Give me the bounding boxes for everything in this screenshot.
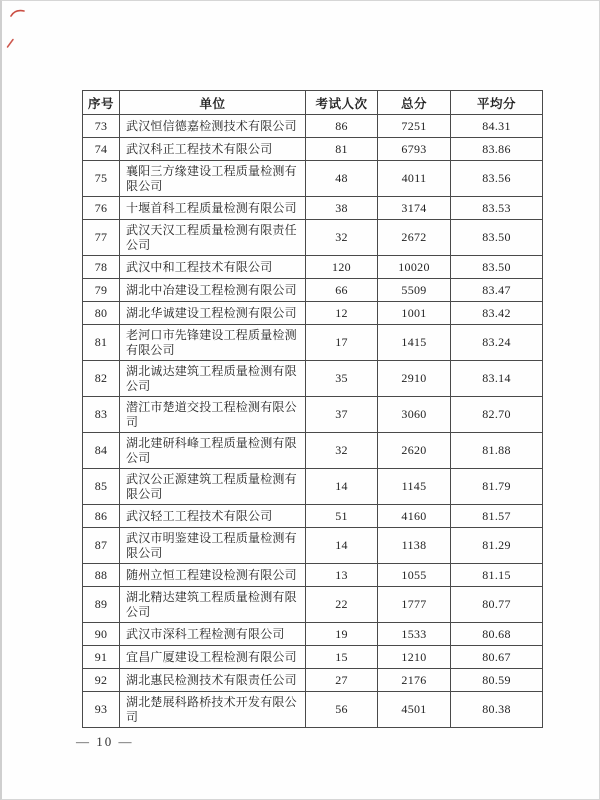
- table-row: [83, 505, 543, 528]
- cell-total-score: 4011: [378, 161, 451, 197]
- table-header-row: [83, 91, 543, 115]
- cell-total-score: 1145: [378, 469, 451, 505]
- cell-average-score: 81.88: [451, 433, 543, 469]
- cell-average-score: 81.79: [451, 469, 543, 505]
- cell-total-score: 1777: [378, 587, 451, 623]
- table-row: [83, 623, 543, 646]
- table-row: [83, 115, 543, 138]
- cell-average-score: 83.50: [451, 256, 543, 279]
- cell-serial-number: 89: [83, 587, 120, 623]
- cell-unit: 武汉中和工程技术有限公司: [120, 256, 306, 279]
- cell-serial-number: 80: [83, 302, 120, 325]
- cell-unit: 武汉市明鉴建设工程质量检测有限公司: [120, 528, 306, 564]
- cell-unit: 湖北楚展科路桥技术开发有限公司: [120, 692, 306, 728]
- cell-exam-count: 14: [306, 469, 378, 505]
- cell-unit: 湖北诚达建筑工程质量检测有限公司: [120, 361, 306, 397]
- table-row: [83, 669, 543, 692]
- cell-average-score: 80.77: [451, 587, 543, 623]
- cell-serial-number: 82: [83, 361, 120, 397]
- cell-total-score: 6793: [378, 138, 451, 161]
- table-row: [83, 692, 543, 728]
- cell-average-score: 83.53: [451, 197, 543, 220]
- cell-serial-number: 75: [83, 161, 120, 197]
- cell-exam-count: 48: [306, 161, 378, 197]
- cell-unit: 武汉公正源建筑工程质量检测有限公司: [120, 469, 306, 505]
- header-total-score: 总分: [378, 91, 451, 115]
- cell-average-score: 81.57: [451, 505, 543, 528]
- table-row: [83, 138, 543, 161]
- red-pen-mark-2: [6, 38, 15, 49]
- table-row: [83, 302, 543, 325]
- table-row: [83, 397, 543, 433]
- cell-exam-count: 14: [306, 528, 378, 564]
- cell-exam-count: 19: [306, 623, 378, 646]
- cell-exam-count: 66: [306, 279, 378, 302]
- cell-serial-number: 88: [83, 564, 120, 587]
- header-exam-count: 考试人次: [306, 91, 378, 115]
- score-table: [82, 90, 543, 728]
- cell-serial-number: 74: [83, 138, 120, 161]
- cell-total-score: 1415: [378, 325, 451, 361]
- cell-exam-count: 32: [306, 433, 378, 469]
- cell-exam-count: 12: [306, 302, 378, 325]
- cell-total-score: 10020: [378, 256, 451, 279]
- cell-total-score: 2910: [378, 361, 451, 397]
- cell-exam-count: 81: [306, 138, 378, 161]
- cell-average-score: 83.47: [451, 279, 543, 302]
- cell-exam-count: 17: [306, 325, 378, 361]
- cell-serial-number: 79: [83, 279, 120, 302]
- cell-serial-number: 85: [83, 469, 120, 505]
- table-row: [83, 564, 543, 587]
- cell-average-score: 81.29: [451, 528, 543, 564]
- cell-total-score: 4501: [378, 692, 451, 728]
- cell-average-score: 83.14: [451, 361, 543, 397]
- cell-total-score: 2672: [378, 220, 451, 256]
- cell-exam-count: 37: [306, 397, 378, 433]
- cell-exam-count: 22: [306, 587, 378, 623]
- table-row: [83, 197, 543, 220]
- cell-serial-number: 84: [83, 433, 120, 469]
- cell-unit: 随州立恒工程建设检测有限公司: [120, 564, 306, 587]
- cell-average-score: 84.31: [451, 115, 543, 138]
- cell-total-score: 1001: [378, 302, 451, 325]
- red-pen-mark-1: [10, 7, 26, 19]
- table-row: [83, 528, 543, 564]
- table-row: [83, 220, 543, 256]
- table-row: [83, 279, 543, 302]
- cell-average-score: 80.67: [451, 646, 543, 669]
- cell-serial-number: 73: [83, 115, 120, 138]
- cell-serial-number: 76: [83, 197, 120, 220]
- cell-exam-count: 27: [306, 669, 378, 692]
- cell-average-score: 82.70: [451, 397, 543, 433]
- cell-total-score: 2176: [378, 669, 451, 692]
- cell-total-score: 2620: [378, 433, 451, 469]
- cell-exam-count: 120: [306, 256, 378, 279]
- cell-unit: 湖北精达建筑工程质量检测有限公司: [120, 587, 306, 623]
- cell-total-score: 1138: [378, 528, 451, 564]
- cell-unit: 武汉天汉工程质量检测有限责任公司: [120, 220, 306, 256]
- cell-exam-count: 32: [306, 220, 378, 256]
- cell-serial-number: 77: [83, 220, 120, 256]
- cell-average-score: 80.59: [451, 669, 543, 692]
- cell-average-score: 83.24: [451, 325, 543, 361]
- cell-unit: 武汉轻工工程技术有限公司: [120, 505, 306, 528]
- cell-total-score: 3174: [378, 197, 451, 220]
- cell-serial-number: 86: [83, 505, 120, 528]
- cell-unit: 潜江市楚道交投工程检测有限公司: [120, 397, 306, 433]
- header-serial-number: 序号: [83, 91, 120, 115]
- cell-unit: 湖北建研科峰工程质量检测有限公司: [120, 433, 306, 469]
- cell-average-score: 80.38: [451, 692, 543, 728]
- cell-serial-number: 92: [83, 669, 120, 692]
- header-unit: 单位: [120, 91, 306, 115]
- cell-exam-count: 38: [306, 197, 378, 220]
- cell-exam-count: 15: [306, 646, 378, 669]
- cell-exam-count: 56: [306, 692, 378, 728]
- cell-serial-number: 90: [83, 623, 120, 646]
- cell-average-score: 83.50: [451, 220, 543, 256]
- cell-serial-number: 87: [83, 528, 120, 564]
- cell-exam-count: 86: [306, 115, 378, 138]
- cell-exam-count: 35: [306, 361, 378, 397]
- cell-serial-number: 93: [83, 692, 120, 728]
- cell-exam-count: 51: [306, 505, 378, 528]
- cell-total-score: 4160: [378, 505, 451, 528]
- cell-exam-count: 13: [306, 564, 378, 587]
- cell-average-score: 81.15: [451, 564, 543, 587]
- cell-unit: 武汉市深科工程检测有限公司: [120, 623, 306, 646]
- cell-serial-number: 81: [83, 325, 120, 361]
- table-row: [83, 325, 543, 361]
- cell-total-score: 1055: [378, 564, 451, 587]
- cell-unit: 湖北华诚建设工程检测有限公司: [120, 302, 306, 325]
- cell-unit: 武汉恒信德嘉检测技术有限公司: [120, 115, 306, 138]
- cell-unit: 襄阳三方缘建设工程质量检测有限公司: [120, 161, 306, 197]
- table-row: [83, 433, 543, 469]
- cell-average-score: 80.68: [451, 623, 543, 646]
- cell-unit: 武汉科正工程技术有限公司: [120, 138, 306, 161]
- table-row: [83, 256, 543, 279]
- table-row: [83, 646, 543, 669]
- cell-total-score: 1533: [378, 623, 451, 646]
- cell-serial-number: 91: [83, 646, 120, 669]
- cell-serial-number: 83: [83, 397, 120, 433]
- page-number: — 10 —: [76, 734, 134, 749]
- cell-average-score: 83.86: [451, 138, 543, 161]
- cell-total-score: 5509: [378, 279, 451, 302]
- cell-unit: 老河口市先锋建设工程质量检测有限公司: [120, 325, 306, 361]
- cell-unit: 湖北中冶建设工程检测有限公司: [120, 279, 306, 302]
- cell-average-score: 83.56: [451, 161, 543, 197]
- cell-unit: 宜昌广厦建设工程检测有限公司: [120, 646, 306, 669]
- cell-average-score: 83.42: [451, 302, 543, 325]
- cell-total-score: 3060: [378, 397, 451, 433]
- cell-total-score: 1210: [378, 646, 451, 669]
- table-row: [83, 469, 543, 505]
- cell-total-score: 7251: [378, 115, 451, 138]
- cell-unit: 湖北惠民检测技术有限责任公司: [120, 669, 306, 692]
- cell-serial-number: 78: [83, 256, 120, 279]
- table-row: [83, 361, 543, 397]
- cell-unit: 十堰首科工程质量检测有限公司: [120, 197, 306, 220]
- header-average-score: 平均分: [451, 91, 543, 115]
- table-row: [83, 587, 543, 623]
- table-row: [83, 161, 543, 197]
